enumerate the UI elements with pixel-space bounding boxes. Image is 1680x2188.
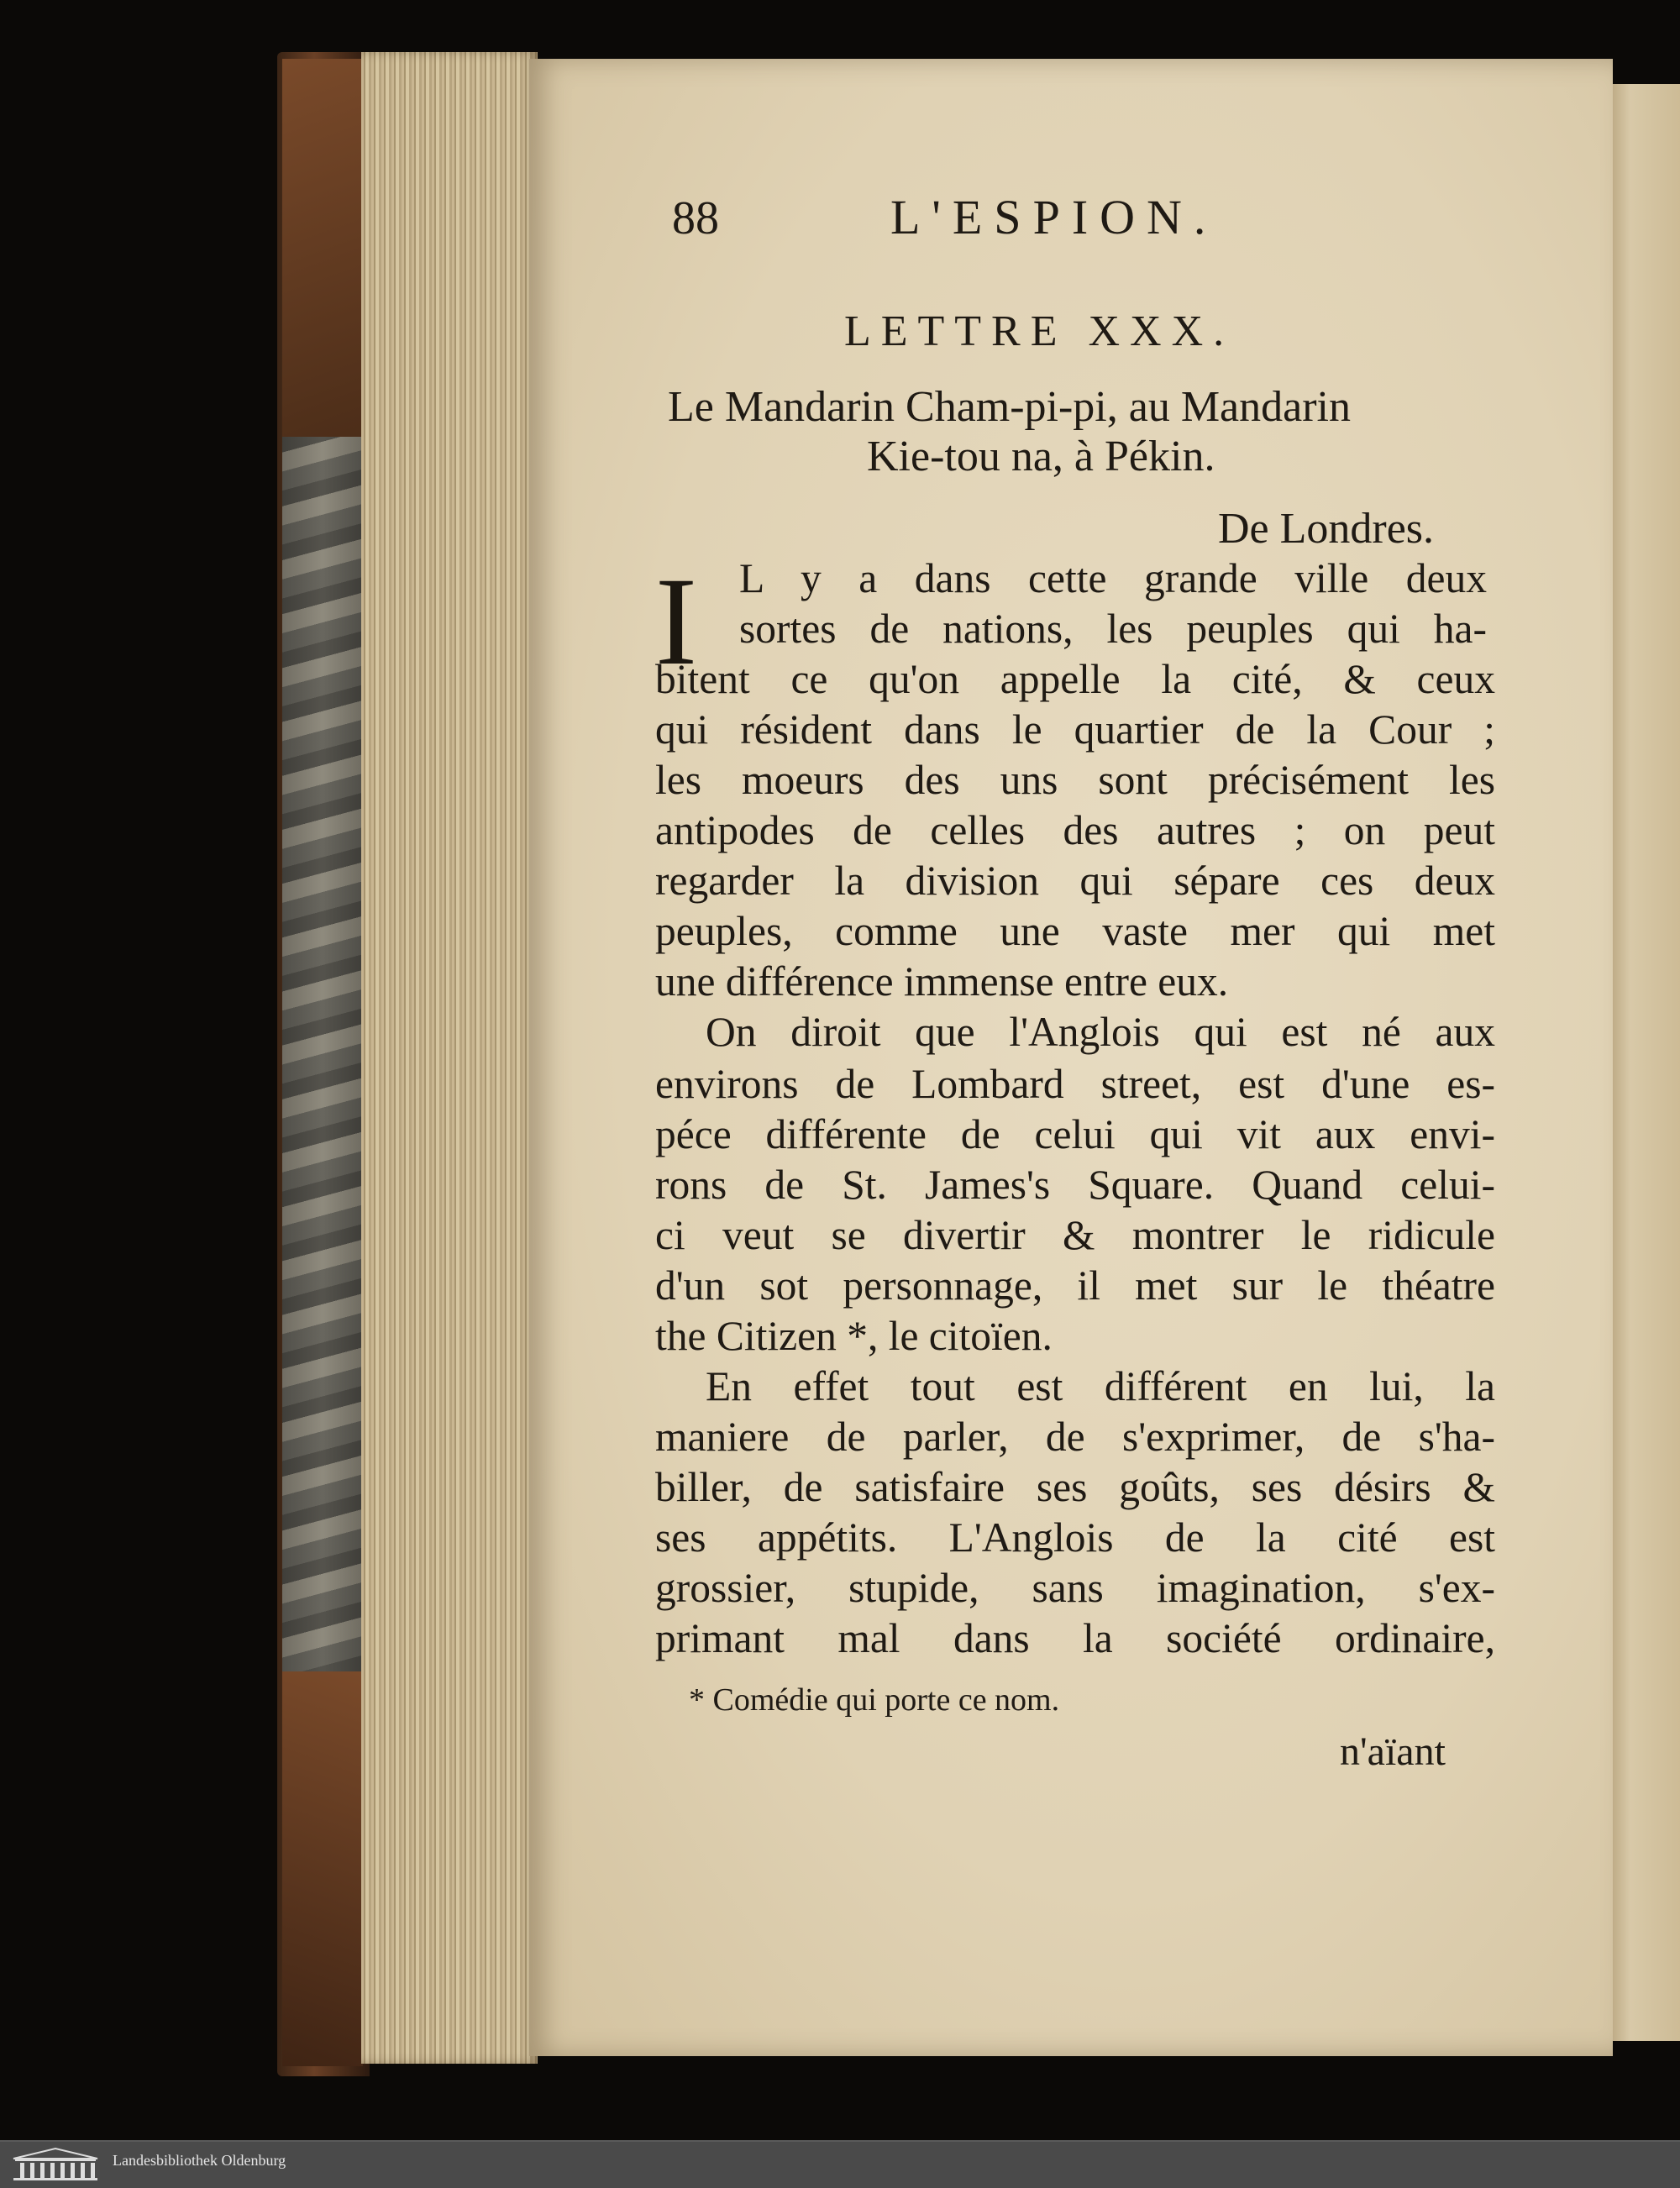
text-line: sortes de nations, les peuples qui ha- xyxy=(739,606,1487,652)
address-line-1: Le Mandarin Cham-pi-pi, au Mandarin xyxy=(668,383,1351,431)
running-head: L'ESPION. xyxy=(890,190,1218,244)
catchword: n'aïant xyxy=(1340,1729,1446,1774)
text-line: On diroit que l'Anglois qui est né aux xyxy=(706,1009,1495,1055)
text-line: environs de Lombard street, est d'une es- xyxy=(655,1061,1495,1107)
page-number: 88 xyxy=(672,192,719,244)
text-line: rons de St. James's Square. Quand celui- xyxy=(655,1162,1495,1208)
text-line: une différence immense entre eux. xyxy=(655,958,1229,1005)
text-line: les moeurs des uns sont précisément les xyxy=(655,757,1495,803)
text-line: peuples, comme une vaste mer qui met xyxy=(655,908,1495,954)
text-line: qui résident dans le quartier de la Cour ; xyxy=(655,706,1495,753)
text-line: péce différente de celui qui vit aux envi- xyxy=(655,1111,1495,1157)
text-line: grossier, stupide, sans imagination, s'ex- xyxy=(655,1565,1495,1611)
letter-heading: LETTRE XXX. xyxy=(844,307,1235,355)
text-line: ci veut se divertir & montrer le ridicule xyxy=(655,1212,1495,1258)
footer-bar xyxy=(0,2140,1680,2188)
page-edges xyxy=(361,52,538,2064)
leather-corner-top xyxy=(282,59,363,454)
text-line: maniere de parler, de s'exprimer, de s'ha- xyxy=(655,1414,1495,1460)
facing-page-edge xyxy=(1609,84,1680,2041)
text-line: antipodes de celles des autres ; on peut xyxy=(655,807,1495,853)
marbled-board xyxy=(282,437,363,1680)
text-line: regarder la division qui sépare ces deux xyxy=(655,858,1495,904)
text-line: L y a dans cette grande ville deux xyxy=(739,555,1487,601)
text-line: ses appétits. L'Anglois de la cité est xyxy=(655,1514,1495,1561)
footer-label: Landesbibliothek Oldenburg xyxy=(113,2152,286,2169)
text-line: En effet tout est différent en lui, la xyxy=(706,1363,1495,1409)
text-line: primant mal dans la société ordinaire, xyxy=(655,1615,1495,1661)
text-line: biller, de satisfaire ses goûts, ses désirs & xyxy=(655,1464,1495,1510)
drop-cap: I xyxy=(655,552,697,691)
text-line: d'un sot personnage, il met sur le théatre xyxy=(655,1262,1495,1309)
footnote: * Comédie qui porte ce nom. xyxy=(689,1682,1060,1718)
place-line: De Londres. xyxy=(1218,505,1435,553)
address-line-2: Kie-tou na, à Pékin. xyxy=(867,433,1215,480)
book-page xyxy=(529,59,1613,2056)
leather-corner-bottom xyxy=(282,1671,363,2066)
text-line: the Citizen *, le citoïen. xyxy=(655,1313,1053,1359)
text-line: bitent ce qu'on appelle la cité, & ceux xyxy=(655,656,1495,702)
library-building-icon xyxy=(10,2147,101,2182)
